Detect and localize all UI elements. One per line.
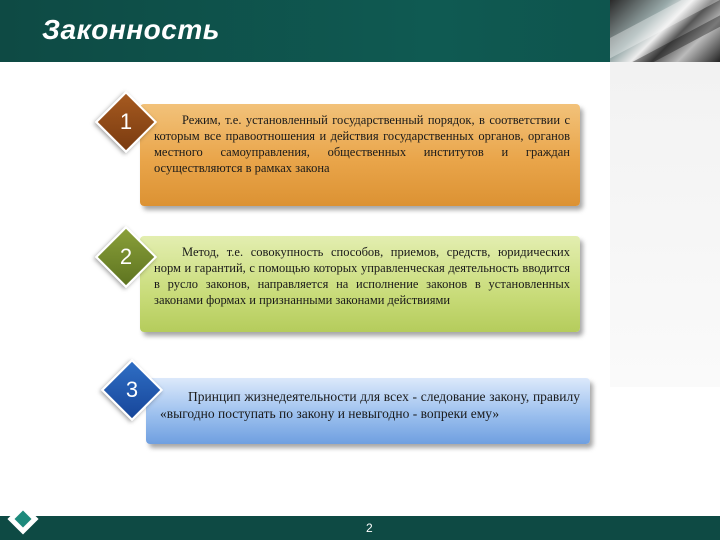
item-card-3 [146,378,590,444]
item-card-1 [140,104,580,206]
slide-title: Законность [42,14,220,45]
item-text-2: Метод, т.е. совокупность способов, приемов, средств, юридических норм и гарантий, с помощью которых управленческая деятельность вводится в русло законов, направляется на исполнение законов в установленных законами формах и признанными законами действиями [154,245,570,307]
item-number-1: 1 [119,109,133,134]
item-number-2: 2 [119,244,133,269]
item-number-3: 3 [125,377,139,402]
side-decorative-strip [610,62,720,387]
item-card-2 [140,236,580,332]
item-text-3: Принцип жизнедеятельности для всех - следование закону, правилу «выгодно поступать по закону и невыгодно - вопреки ему» [160,389,580,421]
item-text-1: Режим, т.е. установленный государственный порядок, в соответствии с которым все правоотношения и действия государственных органов, органов местного самоуправления, общественных институтов и граждан осуществляются в рамках закона [154,113,570,175]
header-decorative-image [610,0,720,62]
footer-bar [0,516,720,540]
page-number: 2 [366,521,373,535]
